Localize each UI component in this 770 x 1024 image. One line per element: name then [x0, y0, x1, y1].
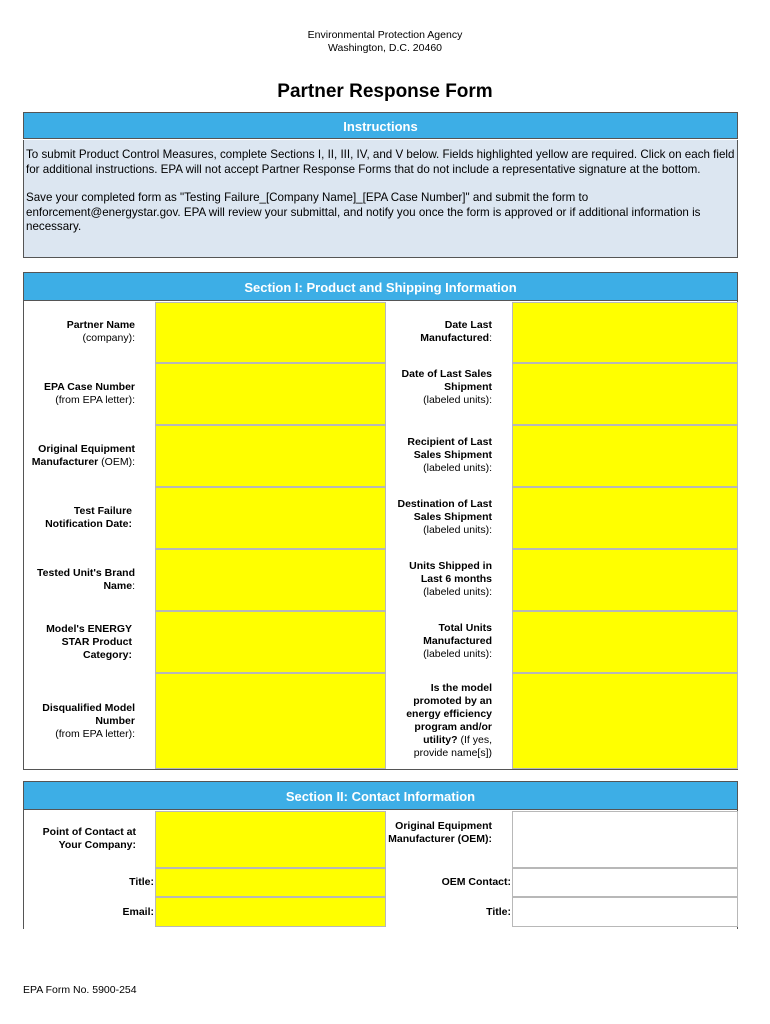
label-test-failure-date: Test Failure Notification Date: [45, 505, 132, 530]
section2-heading: Section II: Contact Information [23, 781, 738, 810]
agency-address: Washington, D.C. 20460 [327, 42, 442, 54]
label-partner-name: Partner Name (company): [66, 319, 135, 344]
section1-heading: Section I: Product and Shipping Information [23, 272, 738, 301]
brand-name-field[interactable] [155, 549, 386, 611]
efficiency-program-field[interactable] [512, 673, 738, 769]
label-brand-name: Tested Unit's Brand Name: [37, 567, 135, 592]
form-title: Partner Response Form [277, 81, 493, 102]
agency-header [0, 29, 770, 55]
date-last-shipment-field[interactable] [512, 363, 738, 425]
contact-title-field[interactable] [155, 868, 386, 897]
recipient-last-shipment-field[interactable] [512, 425, 738, 487]
oem-contact-field[interactable] [512, 868, 738, 897]
test-failure-date-field[interactable] [155, 487, 386, 549]
units-shipped-field[interactable] [512, 549, 738, 611]
label-date-last-manufactured: Date Last Manufactured: [420, 319, 492, 344]
partner-name-field[interactable] [155, 302, 386, 363]
label-efficiency-program: Is the model promoted by an energy efficiency program and/or utility? (If yes, provide name[s]) [406, 682, 492, 759]
instructions-paragraph-2: Save your completed form as "Testing Failure_[Company Name]_[EPA Case Number]" and submit the form to enforcement@energystar.gov. EPA will review your submittal, and notify you once the form is approved or if additional information is necessary. [26, 191, 701, 234]
label-contact-email: Email: [122, 906, 154, 918]
label-recipient-last-shipment: Recipient of Last Sales Shipment (labeled units): [407, 436, 492, 474]
label-oem-name: Original Equipment Manufacturer (OEM): [388, 820, 492, 845]
label-point-of-contact: Point of Contact at Your Company: [42, 826, 136, 851]
label-product-category: Model's ENERGY STAR Product Category: [46, 623, 132, 661]
disqualified-model-field[interactable] [155, 673, 386, 769]
oem-field[interactable] [155, 425, 386, 487]
destination-last-shipment-field[interactable] [512, 487, 738, 549]
label-contact-title: Title: [129, 876, 154, 888]
instructions-heading: Instructions [23, 112, 738, 139]
contact-email-field[interactable] [155, 897, 386, 927]
oem-name-field[interactable] [512, 811, 738, 868]
label-units-shipped: Units Shipped in Last 6 months (labeled units): [409, 560, 492, 598]
date-last-manufactured-field[interactable] [512, 302, 738, 363]
oem-title-field[interactable] [512, 897, 738, 927]
instructions-paragraph-1: To submit Product Control Measures, complete Sections I, II, III, IV, and V below. Fields highlighted yellow are required. Click on each field for additional instructions. EPA will not accept Partner Response Forms that do not include a representative signature at the bottom. [26, 148, 735, 176]
form-number: EPA Form No. 5900-254 [23, 984, 137, 996]
label-oem: Original Equipment Manufacturer (OEM): [31, 443, 135, 468]
label-total-units: Total Units Manufactured (labeled units): [423, 622, 492, 660]
total-units-field[interactable] [512, 611, 738, 673]
label-date-last-shipment: Date of Last Sales Shipment (labeled units): [401, 368, 492, 406]
instructions-box [23, 140, 738, 258]
label-disqualified-model: Disqualified Model Number (from EPA letter): [42, 702, 135, 740]
label-destination-last-shipment: Destination of Last Sales Shipment (labeled units): [397, 498, 492, 536]
label-oem-contact: OEM Contact: [441, 876, 511, 888]
epa-case-number-field[interactable] [155, 363, 386, 425]
label-oem-title: Title: [486, 906, 511, 918]
label-epa-case-number: EPA Case Number (from EPA letter): [43, 381, 135, 406]
agency-name: Environmental Protection Agency [307, 29, 463, 41]
product-category-field[interactable] [155, 611, 386, 673]
point-of-contact-field[interactable] [155, 811, 386, 868]
